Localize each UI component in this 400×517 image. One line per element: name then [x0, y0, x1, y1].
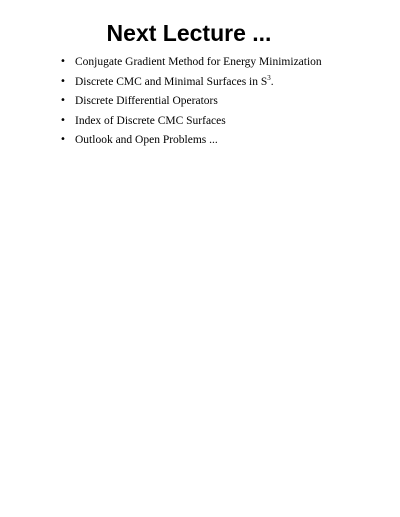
bullet-icon: • — [60, 114, 66, 126]
superscript: 3 — [267, 73, 271, 82]
list-item-text: Index of Discrete CMC Surfaces — [75, 114, 226, 127]
slide-title: Next Lecture ... — [106, 20, 272, 46]
bullet-icon: • — [60, 134, 66, 145]
list-item-text: Conjugate Gradient Method for Energy Minimization — [75, 56, 322, 68]
list-item-text: Discrete Differential Operators — [75, 95, 218, 107]
bullet-icon: • — [60, 95, 66, 106]
list-item-text: Discrete CMC and Minimal Surfaces in $S^3$. — [75, 73, 274, 88]
bullet-icon: • — [60, 75, 66, 87]
list-item-text: Outlook and Open Problems ... — [75, 134, 218, 146]
bullet-icon: • — [60, 56, 66, 67]
